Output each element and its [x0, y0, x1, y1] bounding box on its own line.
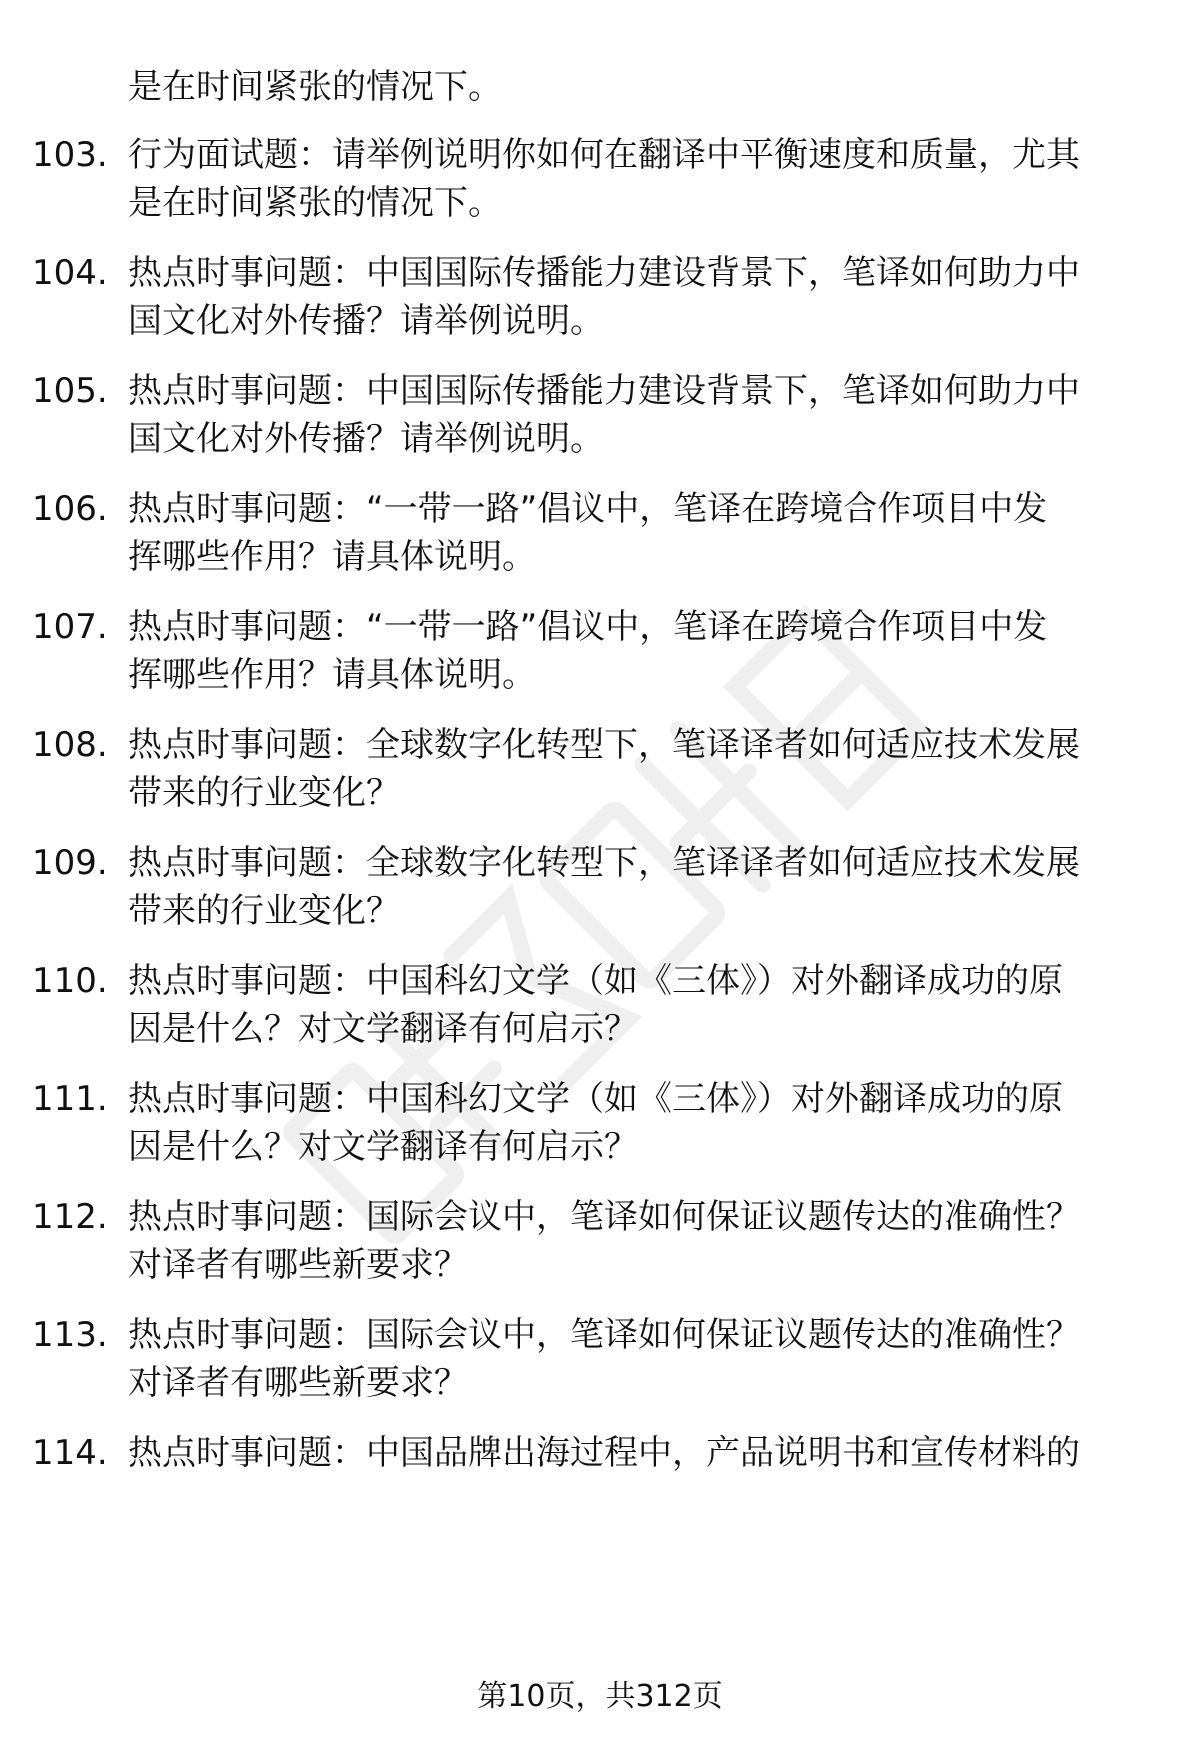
item-number: 108.: [32, 725, 108, 765]
item-text-line1: 热点时事问题：中国科幻文学（如《三体》）对外翻译成功的原: [128, 1079, 1063, 1119]
item-text-line2: 国文化对外传播？请举例说明。: [128, 419, 604, 459]
page-number-footer: 第10页，共312页: [477, 1679, 723, 1714]
item-number: 107.: [32, 607, 108, 647]
item-number: 104.: [32, 253, 108, 293]
item-number: 109.: [32, 843, 108, 883]
item-text-line2: 国文化对外传播？请举例说明。: [128, 301, 604, 341]
item-number: 103.: [32, 135, 108, 175]
item-number: 114.: [32, 1433, 108, 1473]
item-text-line1: 热点时事问题：全球数字化转型下，笔译译者如何适应技术发展: [128, 843, 1080, 883]
item-number: 106.: [32, 489, 108, 529]
item-text-line1: 热点时事问题：“一带一路”倡议中，笔译在跨境合作项目中发: [128, 607, 1048, 647]
item-text-line1: 热点时事问题：国际会议中，笔译如何保证议题传达的准确性？: [128, 1315, 1080, 1355]
item-number: 112.: [32, 1197, 108, 1237]
continuation-text: 是在时间紧张的情况下。: [128, 67, 502, 107]
item-text-line1: 热点时事问题：“一带一路”倡议中，笔译在跨境合作项目中发: [128, 489, 1048, 529]
item-text-line2: 带来的行业变化？: [128, 891, 400, 931]
item-text-line2: 因是什么？对文学翻译有何启示？: [128, 1009, 638, 1049]
item-number: 111.: [32, 1079, 108, 1119]
item-text-line1: 行为面试题：请举例说明你如何在翻译中平衡速度和质量，尤其: [128, 135, 1080, 175]
item-text-line2: 带来的行业变化？: [128, 773, 400, 813]
item-text-line1: 热点时事问题：中国国际传播能力建设背景下，笔译如何助力中: [128, 253, 1080, 293]
item-text-line2: 是在时间紧张的情况下。: [128, 183, 502, 223]
item-text-line2: 对译者有哪些新要求？: [128, 1363, 468, 1403]
item-number: 105.: [32, 371, 108, 411]
item-number: 113.: [32, 1315, 108, 1355]
item-text-line1: 热点时事问题：中国品牌出海过程中，产品说明书和宣传材料的: [128, 1433, 1080, 1473]
item-text-line2: 挥哪些作用？请具体说明。: [128, 537, 536, 577]
item-text-line2: 对译者有哪些新要求？: [128, 1245, 468, 1285]
item-text-line1: 热点时事问题：中国国际传播能力建设背景下，笔译如何助力中: [128, 371, 1080, 411]
item-text-line1: 热点时事问题：中国科幻文学（如《三体》）对外翻译成功的原: [128, 961, 1063, 1001]
item-text-line2: 挥哪些作用？请具体说明。: [128, 655, 536, 695]
item-text-line1: 热点时事问题：全球数字化转型下，笔译译者如何适应技术发展: [128, 725, 1080, 765]
item-text-line2: 因是什么？对文学翻译有何启示？: [128, 1127, 638, 1167]
item-number: 110.: [32, 961, 108, 1001]
item-text-line1: 热点时事问题：国际会议中，笔译如何保证议题传达的准确性？: [128, 1197, 1080, 1237]
